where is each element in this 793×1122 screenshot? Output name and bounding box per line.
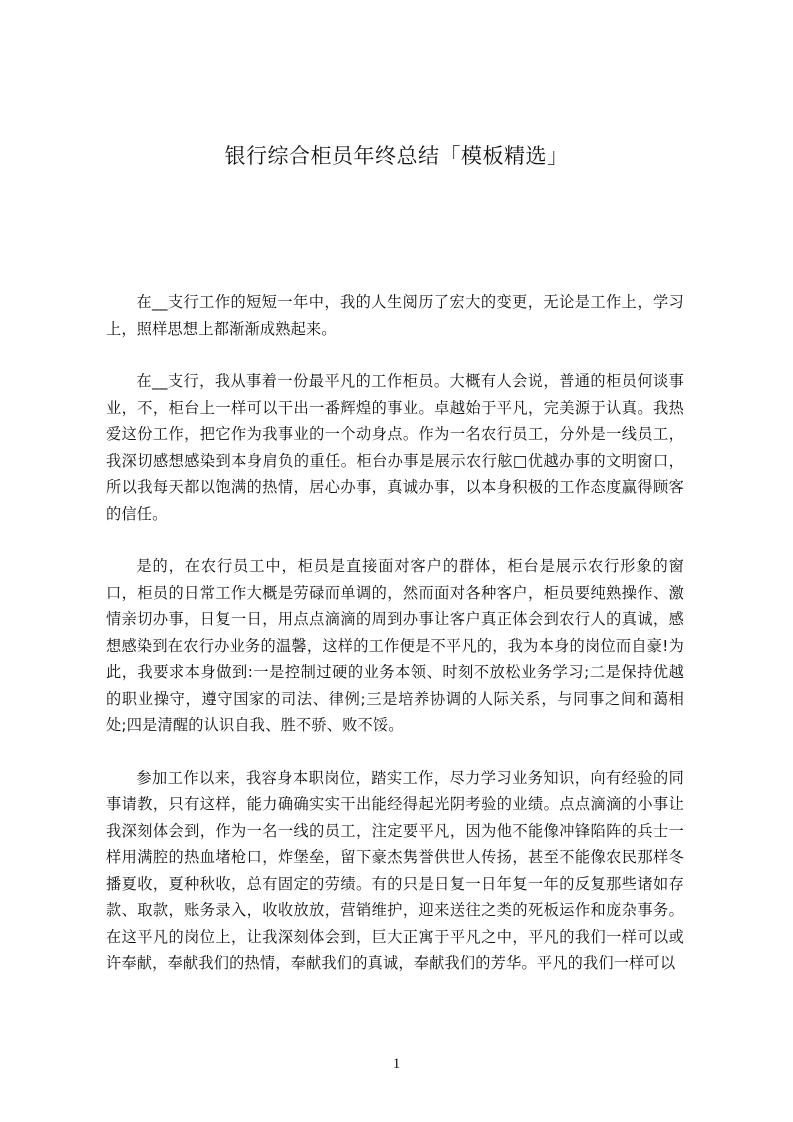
document-title: 银行综合柜员年终总结「模板精选」 xyxy=(224,144,569,168)
paragraph-2: 在__支行，我从事着一份最平凡的工作柜员。大概有人会说，普通的柜员何谈事业，不，柜台上一样可以干出一番辉煌的事业。卓越始于平凡，完美源于认真。我热爱这份工作，把它作为我事业的一个动身点。作为一名农行员工，分外是一线员工，我深切感想感染到本身肩负的重任。柜台办事是展示农行舷□优越办事的文明窗口，所以我每天都以饱满的热情，居心办事，真诚办事，以本身积极的工作态度赢得顾客的信任。 xyxy=(106,372,684,523)
paragraph-3: 是的，在农行员工中，柜员是直接面对客户的群体，柜台是展示农行形象的窗口，柜员的日常工作大概是劳碌而单调的，然而面对各种客户，柜员要纯熟操作、激情亲切办事，日复一日，用点点滴滴的周到办事让客户真正体会到农行人的真诚，感想感染到在农行办业务的温馨，这样的工作便是不平凡的，我为本身的岗位而自豪!为此，我要求本身做到:一是控制过硬的业务本领、时刻不放松业务学习;二是保持优越的职业操守，遵守国家的司法、律例;三是培养协调的人际关系，与同事之间和蔼相处;四是清醒的认识自我、胜不骄、败不馁。 xyxy=(106,557,684,734)
document-body xyxy=(106,289,684,1003)
paragraph-4: 参加工作以来，我容身本职岗位，踏实工作，尽力学习业务知识，向有经验的同事请教，只有这样，能力确确实实干出能经得起光阴考验的业绩。点点滴滴的小事让我深刻体会到，作为一名一线的员工，注定要平凡，因为他不能像冲锋陷阵的兵士一样用满腔的热血堵枪口，炸堡垒，留下豪杰隽誉供世人传扬，甚至不能像农民那样冬播夏收，夏种秋收，总有固定的劳绩。有的只是日复一日年复一年的反复那些诸如存款、取款，账务录入，收收放放，营销维护，迎来送往之类的死板运作和庞杂事务。在这平凡的岗位上，让我深刻体会到，巨大正寓于平凡之中，平凡的我们一样可以或许奉献，奉献我们的热情，奉献我们的真诚，奉献我们的芳华。平凡的我们一样可以 xyxy=(106,768,684,972)
paragraph-1: 在__支行工作的短短一年中，我的人生阅历了宏大的变更，无论是工作上，学习上，照样思想上都渐渐成熟起来。 xyxy=(106,293,684,338)
page-number: 1 xyxy=(392,1056,401,1072)
